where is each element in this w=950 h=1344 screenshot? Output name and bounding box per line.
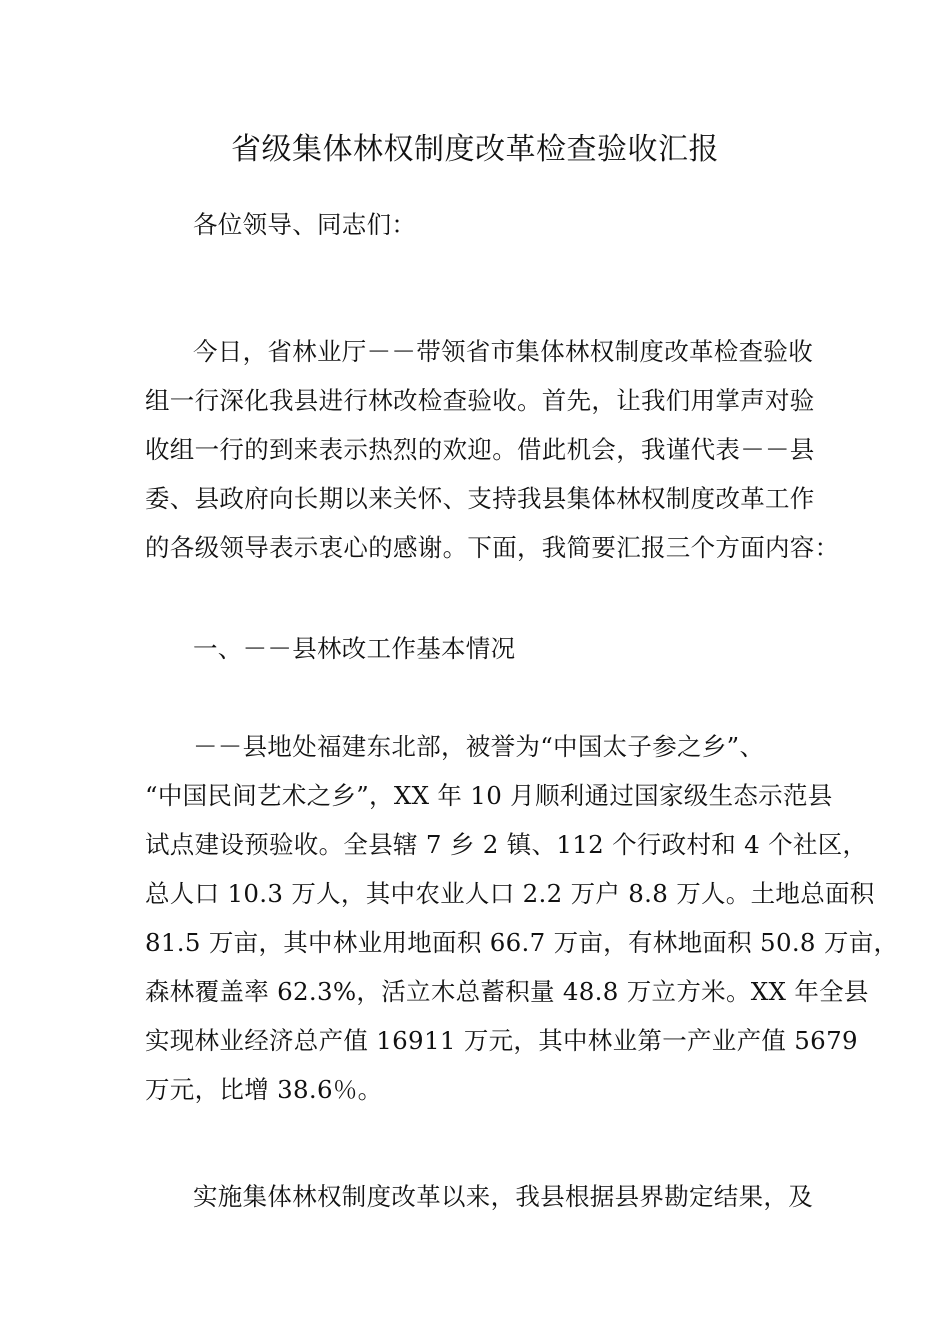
paragraph-line: 81.5 万亩，其中林业用地面积 66.7 万亩，有林地面积 50.8 万亩， [145, 928, 899, 957]
paragraph-line: 今日，省林业厅－－带领省市集体林权制度改革检查验收 [193, 337, 813, 366]
paragraph-county-overview [145, 722, 899, 1114]
paragraph-line: 试点建设预验收。全县辖 7 乡 2 镇、112 个行政村和 4 个社区， [145, 830, 868, 859]
paragraph-line: －－县地处福建东北部，被誉为“中国太子参之乡”、 [193, 732, 765, 761]
paragraph-line: 总人口 10.3 万人，其中农业人口 2.2 万户 8.8 万人。土地总面积 [145, 879, 875, 908]
paragraph-line: 实现林业经济总产值 16911 万元，其中林业第一产业产值 5679 [145, 1026, 858, 1055]
section-heading-text: 一、－－县林改工作基本情况 [193, 634, 516, 663]
paragraph-reform [145, 1172, 835, 1221]
section-heading-1 [145, 624, 835, 673]
paragraph-line: 组一行深化我县进行林改检查验收。首先，让我们用掌声对验 [145, 386, 815, 415]
paragraph-line: 万元，比增 38.6％。 [145, 1075, 383, 1104]
paragraph-line: 实施集体林权制度改革以来，我县根据县界勘定结果，及 [193, 1182, 813, 1211]
paragraph-line: “中国民间艺术之乡”，XX 年 10 月顺利通过国家级生态示范县 [145, 781, 833, 810]
paragraph-opening [145, 327, 840, 572]
document-title: 省级集体林权制度改革检查验收汇报 [231, 132, 719, 167]
paragraph-line: 的各级领导表示衷心的感谢。下面，我简要汇报三个方面内容： [145, 533, 840, 562]
salutation-line: 各位领导、同志们： [193, 210, 417, 239]
paragraph-line: 委、县政府向长期以来关怀、支持我县集体林权制度改革工作 [145, 484, 815, 513]
salutation [145, 200, 835, 249]
paragraph-line: 收组一行的到来表示热烈的欢迎。借此机会，我谨代表－－县 [145, 435, 815, 464]
paragraph-line: 森林覆盖率 62.3%，活立木总蓄积量 48.8 万立方米。XX 年全县 [145, 977, 869, 1006]
